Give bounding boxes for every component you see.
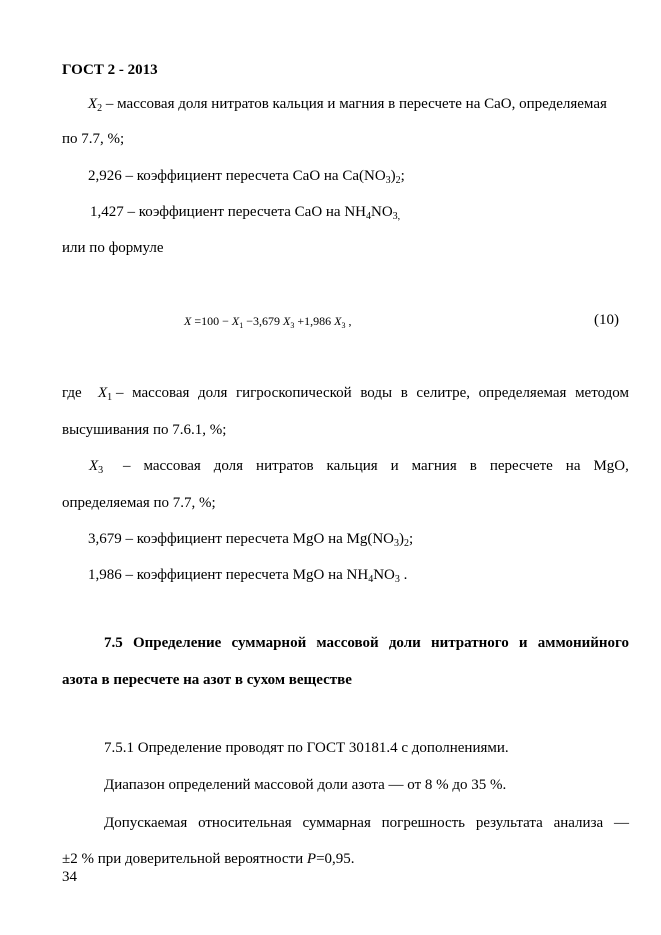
x3-definition: – массовая доля нитратов кальция и магния в пересчете на MgO, — [123, 458, 629, 474]
where-lead: где — [62, 385, 82, 401]
error-paragraph: Допускаемая относительная суммарная погрешность результата анализа — — [104, 815, 629, 831]
coef-3679-line: 3,679 – коэффициент пересчета MgO на $Mg(NO_3)_2$; — [88, 531, 414, 549]
document-header: ГОСТ 2 - 2013 — [62, 62, 158, 78]
paragraph-7-5-1: 7.5.1 Определение проводят по ГОСТ 30181.4 с дополнениями. — [104, 740, 509, 756]
x2-symbol: X — [88, 96, 98, 112]
coef-1427-line: 1,427 – коэффициент пересчета CaO на $NH_4NO_{3,}$ — [90, 204, 401, 222]
page-number: 34 — [62, 869, 77, 885]
x3-definition-cont: определяемая по 7.7, %; — [62, 495, 216, 511]
formula-number: (10) — [594, 312, 619, 328]
section-heading-cont: азота в пересчете на азот в сухом веществе — [62, 672, 352, 688]
error-paragraph-cont: ±2 % при доверительной вероятности P=0,95. — [62, 851, 355, 867]
x1-symbol: $X_1$ — [98, 385, 113, 403]
section-heading: 7.5 Определение суммарной массовой доли нитратного и аммонийного — [104, 635, 629, 651]
coef-2926-line: 2,926 – коэффициент пересчета CaO на $Ca(NO_3)_2$; — [88, 168, 405, 186]
range-paragraph: Диапазон определений массовой доли азота — от 8 % до 35 %. — [104, 777, 507, 793]
formula-10: $X =100 - X_1 -3,679$ $X_3 +1,986$ $X_3$ , — [184, 314, 352, 330]
x3-symbol: $X_3$ — [89, 458, 104, 476]
coef-1986-line: 1,986 – коэффициент пересчета MgO на $NH_4NO_3$ . — [88, 567, 408, 585]
x1-definition: – массовая доля гигроскопической воды в селитре, определяемая методом — [116, 385, 629, 401]
x2-definition-cont: по 7.7, %; — [62, 131, 125, 147]
or-by-formula: или по формуле — [62, 240, 164, 256]
x2-definition: $X_2$ – массовая доля нитратов кальция и магния в пересчете на CaO, определяемая — [88, 96, 607, 114]
x1-definition-cont: высушивания по 7.6.1, %; — [62, 422, 227, 438]
